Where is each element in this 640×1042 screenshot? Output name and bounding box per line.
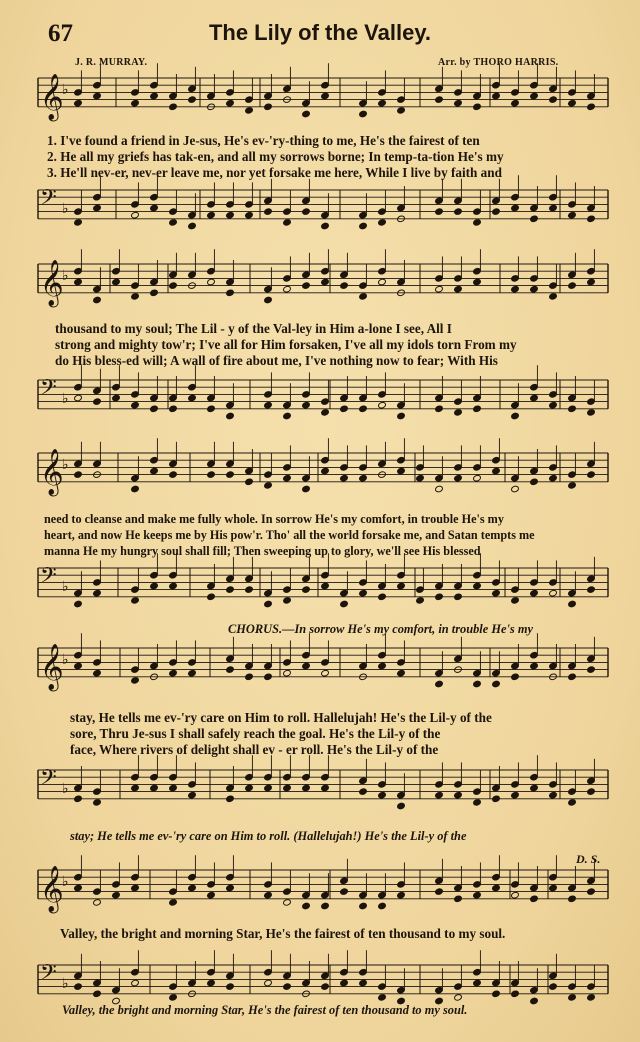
note-head [226,211,235,219]
note-head [321,983,330,991]
note-head [74,471,83,479]
note-head [587,788,596,796]
note-head [473,891,482,899]
note-head [302,401,311,409]
flat-icon: ♭ [62,579,69,596]
note-head [340,600,349,608]
note-head [302,208,311,216]
note-head [378,593,387,601]
note-head [169,582,178,590]
ds-marking: D. S. [576,852,601,866]
note-head [587,215,596,223]
note-head [454,208,463,216]
note-head [112,278,121,286]
note-head [530,895,539,903]
note-head [340,979,349,987]
note-head [264,482,273,490]
note-head [473,103,482,111]
note-head [131,677,140,685]
treble-clef-icon: 𝄞 [40,643,64,690]
note-head [416,474,425,482]
note-head [131,884,140,892]
note-head [93,899,102,907]
note-head [169,219,178,227]
note-head [226,412,235,420]
chorus-bass-line: stay; He tells me ev-'ry care on Him to roll. (Hallelujah!) He's the Lil-y of the [70,829,467,843]
note-head [74,99,83,107]
flat-icon: ♭ [62,267,69,284]
note-head [74,983,83,991]
note-head [530,394,539,402]
note-head [435,791,444,799]
note-head [169,669,178,677]
note-head [492,208,501,216]
treble-clef-icon: 𝄞 [40,73,64,120]
note-head [397,107,406,115]
note-head [473,405,482,413]
note-head [283,219,292,227]
note-head [587,409,596,417]
note-head [226,471,235,479]
note-head [245,784,254,792]
hymn-number: 67 [48,20,73,47]
bass-clef-icon: 𝄢 [40,960,57,991]
note-head [131,211,140,219]
note-head [587,888,596,896]
note-head [226,99,235,107]
note-head [511,597,520,605]
note-head [169,471,178,479]
note-head [207,211,216,219]
note-head [530,478,539,486]
composer-credit: J. R. MURRAY. [75,57,148,68]
note-head [131,293,140,301]
note-head [283,597,292,605]
note-head [131,99,140,107]
note-head [74,600,83,608]
note-head [131,597,140,605]
note-head [359,979,368,987]
note-head [207,891,216,899]
note-head [283,669,292,677]
note-head [587,278,596,286]
note-head [378,278,387,286]
note-head [321,222,330,230]
note-head [321,278,330,286]
note-head [568,799,577,807]
note-head [435,285,444,293]
note-head [226,666,235,674]
note-head [454,994,463,1002]
note-head [169,282,178,290]
note-head [511,485,520,493]
note-head [302,110,311,118]
note-head [150,92,159,100]
lyric-line: sore, Thru Je-sus I shall safely reach the goal. He's the Lil-y of the [70,726,441,741]
note-head [359,293,368,301]
note-head [264,103,273,111]
note-head [359,474,368,482]
note-head [511,791,520,799]
note-head [473,278,482,286]
note-head [435,96,444,104]
note-head [568,895,577,903]
note-head [93,589,102,597]
note-head [473,680,482,688]
note-head [321,902,330,910]
note-head [568,282,577,290]
note-head [587,994,596,1002]
treble-clef-icon: 𝄞 [40,448,64,495]
note-head [473,474,482,482]
lyric-line: 1. I've found a friend in Je-sus, He's ev-'ry-thing to me, He's the fairest of ten [47,133,480,148]
note-head [416,597,425,605]
note-head [112,891,121,899]
note-head [264,673,273,681]
note-head [188,884,197,892]
note-head [511,412,520,420]
note-head [264,784,273,792]
lyric-line: manna He my hungry soul shall fill; Then sweeping up to glory, we'll see His blessed [44,544,481,558]
note-head [492,795,501,803]
note-head [188,669,197,677]
note-head [302,784,311,792]
note-head [492,884,501,892]
note-head [511,204,520,212]
note-head [568,211,577,219]
note-head [397,582,406,590]
note-head [264,401,273,409]
note-head [473,979,482,987]
note-head [473,582,482,590]
note-head [74,662,83,670]
note-head [530,662,539,670]
note-head [283,285,292,293]
note-head [302,662,311,670]
bass-clef-icon: 𝄢 [40,563,57,594]
note-head [188,791,197,799]
note-head [93,669,102,677]
chorus-label-line: CHORUS.—In sorrow He's my comfort, in trouble He's my [228,622,533,636]
note-head [435,888,444,896]
note-head [169,103,178,111]
note-head [93,296,102,304]
note-head [93,990,102,998]
note-head [549,293,558,301]
note-head [207,405,216,413]
note-head [150,289,159,297]
flat-icon: ♭ [62,976,69,993]
note-head [397,669,406,677]
flat-icon: ♭ [62,781,69,798]
note-head [359,222,368,230]
note-head [302,282,311,290]
bass-clef-icon: 𝄢 [40,765,57,796]
note-head [359,589,368,597]
note-head [264,600,273,608]
note-head [492,990,501,998]
note-head [473,799,482,807]
bass-clef-icon: 𝄢 [40,185,57,216]
flat-icon: ♭ [62,201,69,218]
note-head [378,791,387,799]
note-head [454,99,463,107]
note-head [378,99,387,107]
lyric-line: 3. He'll nev-er, nev-er leave me, nor yet forsake me here, While I live by faith and [47,165,502,180]
note-head [131,979,140,987]
note-head [511,285,520,293]
note-head [511,891,520,899]
note-head [378,219,387,227]
note-head [587,103,596,111]
note-head [321,409,330,417]
arranger-credit: Arr. by THORO HARRIS. [438,57,559,68]
note-head [359,110,368,118]
note-head [150,204,159,212]
note-head [378,902,387,910]
flat-icon: ♭ [62,651,69,668]
note-head [378,994,387,1002]
note-head [568,673,577,681]
hymn-title: The Lily of the Valley. [208,20,432,45]
note-head [397,467,406,475]
note-head [340,888,349,896]
note-head [435,485,444,493]
note-head [492,92,501,100]
note-head [321,582,330,590]
note-head [359,405,368,413]
note-head [74,795,83,803]
note-head [454,593,463,601]
lyric-line: need to cleanse and make me fully whole. In sorrow He's my comfort, in trouble He's my [44,512,504,526]
lyric-line: thousand to my soul; The Lil - y of the Val-ley in Him a-lone I see, All I [55,321,452,336]
note-head [302,902,311,910]
note-head [435,593,444,601]
note-head [74,278,83,286]
note-head [549,983,558,991]
lyric-line: Valley, the bright and morning Star, He's the fairest of ten thousand to my soul. [60,926,506,941]
note-head [340,282,349,290]
note-head [454,285,463,293]
note-head [93,398,102,406]
note-head [207,278,216,286]
note-head [245,673,254,681]
note-head [530,92,539,100]
note-head [150,582,159,590]
note-head [321,669,330,677]
note-head [492,589,501,597]
note-head [549,884,558,892]
note-head [549,474,558,482]
note-head [131,401,140,409]
note-head [283,784,292,792]
note-head [264,891,273,899]
bass-clef-icon: 𝄢 [40,375,57,406]
note-head [378,662,387,670]
chorus-bass-line: Valley, the bright and morning Star, He's the fairest of ten thousand to my soul. [62,1003,468,1017]
note-head [587,586,596,594]
note-head [188,96,197,104]
note-head [226,795,235,803]
note-head [359,902,368,910]
note-head [587,666,596,674]
note-head [435,680,444,688]
note-head [283,899,292,907]
note-head [245,211,254,219]
note-head [530,285,539,293]
note-head [131,784,140,792]
note-head [473,219,482,227]
note-head [511,99,520,107]
note-head [74,884,83,892]
note-head [283,412,292,420]
note-head [397,891,406,899]
note-head [321,92,330,100]
note-head [74,394,83,402]
note-head [245,478,254,486]
note-head [302,485,311,493]
flat-icon: ♭ [62,391,69,408]
note-head [492,680,501,688]
lyric-line: heart, and now He keeps me by His pow'r. Tho' all the world forsake me, and Satan tempts me [44,528,535,542]
note-head [549,204,558,212]
lyric-line: 2. He all my griefs has tak-en, and all my sorrows borne; In temp-ta-tion He's my [47,149,504,164]
note-head [568,600,577,608]
note-head [226,884,235,892]
note-head [568,405,577,413]
note-head [245,107,254,115]
note-head [435,405,444,413]
note-head [188,394,197,402]
note-head [340,405,349,413]
note-head [511,990,520,998]
note-head [397,802,406,810]
note-head [530,784,539,792]
note-head [587,471,596,479]
note-head [283,983,292,991]
note-head [150,405,159,413]
note-head [302,586,311,594]
note-head [264,979,273,987]
flat-icon: ♭ [62,456,69,473]
flat-icon: ♭ [62,81,69,98]
note-head [530,215,539,223]
note-head [435,208,444,216]
lyric-line: stay, He tells me ev-'ry care on Him to roll. Hallelujah! He's the Lil-y of the [70,710,492,725]
note-head [169,899,178,907]
lyric-line: strong and mighty tow'r; I've all for Him forsaken, I've all my idols torn From my [55,337,517,352]
note-head [321,784,330,792]
note-head [226,289,235,297]
note-head [549,791,558,799]
note-head [207,979,216,987]
note-head [150,784,159,792]
note-head [93,92,102,100]
note-head [169,405,178,413]
note-head [131,485,140,493]
note-head [492,467,501,475]
note-head [454,474,463,482]
note-head [549,589,558,597]
note-head [150,467,159,475]
treble-clef-icon: 𝄞 [40,259,64,306]
note-head [454,791,463,799]
note-head [568,99,577,107]
note-head [112,394,121,402]
note-head [74,219,83,227]
note-head [226,586,235,594]
note-head [340,474,349,482]
note-head [530,997,539,1005]
note-head [454,409,463,417]
flat-icon: ♭ [62,873,69,890]
note-head [530,589,539,597]
note-head [359,788,368,796]
note-head [188,222,197,230]
note-head [549,401,558,409]
lyric-line: face, Where rivers of delight shall ev - er roll. He's the Lil-y of the [70,742,439,757]
note-head [245,586,254,594]
note-head [549,96,558,104]
note-head [568,994,577,1002]
note-head [207,593,216,601]
note-head [93,799,102,807]
note-head [169,784,178,792]
note-head [264,208,273,216]
note-head [568,482,577,490]
note-head [397,412,406,420]
treble-clef-icon: 𝄞 [40,865,64,912]
note-head [454,895,463,903]
note-head [264,296,273,304]
note-head [169,994,178,1002]
note-head [207,471,216,479]
note-head [93,204,102,212]
lyric-line: do His bless-ed will; A wall of fire about me, I've nothing now to fear; With His [55,353,498,368]
note-head [511,673,520,681]
note-head [378,401,387,409]
note-head [226,983,235,991]
note-head [321,467,330,475]
note-head [283,474,292,482]
